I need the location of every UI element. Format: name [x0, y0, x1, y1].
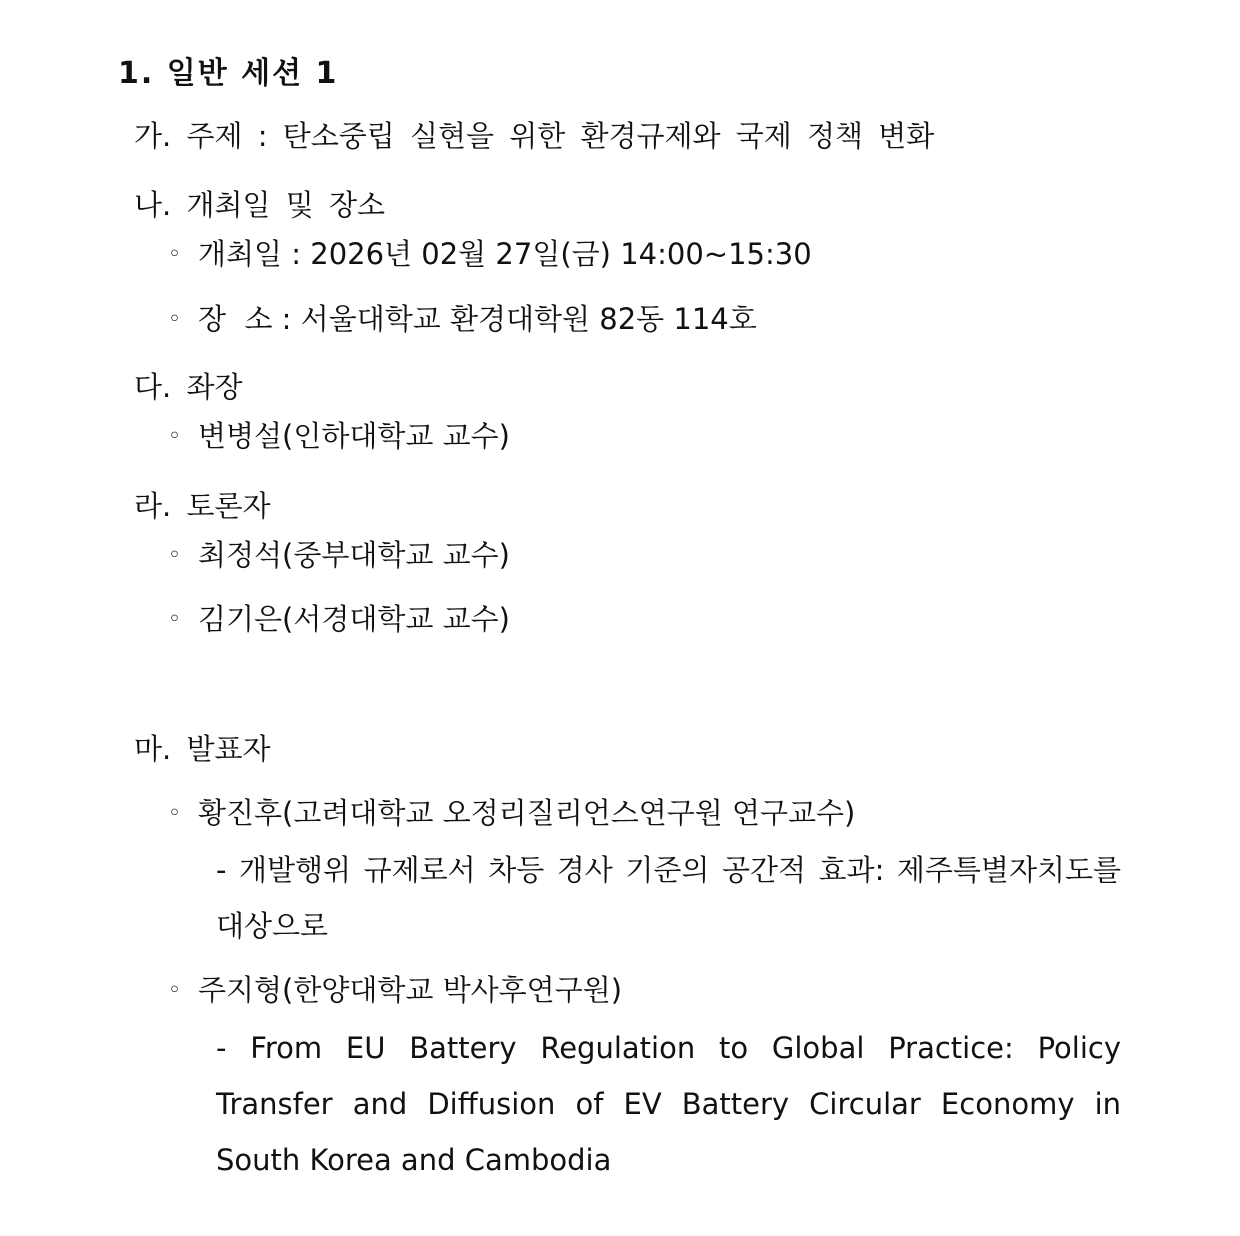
bullet-icon: ◦ — [168, 607, 181, 632]
discussant-row — [168, 537, 510, 574]
presenter-topic: - 개발행위 규제로서 차등 경사 기준의 공간적 효과: 제주특별자치도를 대상으로 — [216, 853, 1121, 943]
schedule-heading: 나. 개최일 및 장소 — [134, 188, 385, 222]
bullet-icon: ◦ — [168, 978, 181, 1003]
presenters-heading: 마. 발표자 — [134, 732, 271, 766]
discussant-name: 김기은(서경대학교 교수) — [198, 602, 510, 636]
discussant-name: 최정석(중부대학교 교수) — [198, 538, 510, 572]
discussants-heading: 라. 토론자 — [134, 489, 271, 523]
schedule-place-row — [168, 301, 757, 338]
bullet-icon: ◦ — [168, 424, 181, 449]
topic-line: 가. 주제 : 탄소중립 실현을 위한 환경규제와 국제 정책 변화 — [134, 119, 935, 153]
presenter-name: 황진후(고려대학교 오정리질리언스연구원 연구교수) — [198, 796, 856, 830]
bullet-icon: ◦ — [168, 543, 181, 568]
session-title: 1. 일반 세션 1 — [118, 56, 339, 91]
discussant-row — [168, 601, 510, 638]
bullet-icon: ◦ — [168, 242, 181, 267]
schedule-date: 개최일 : 2026년 02월 27일(금) 14:00~15:30 — [198, 237, 812, 271]
schedule-date-row — [168, 236, 812, 273]
chair-heading: 다. 좌장 — [134, 370, 243, 404]
bullet-icon: ◦ — [168, 801, 181, 826]
schedule-place: 장 소 : 서울대학교 환경대학원 82동 114호 — [198, 302, 757, 336]
presenter-name: 주지형(한양대학교 박사후연구원) — [198, 973, 623, 1007]
chair-row — [168, 418, 510, 455]
presenter-row — [168, 795, 855, 832]
chair-name: 변병설(인하대학교 교수) — [198, 419, 510, 453]
bullet-icon: ◦ — [168, 307, 181, 332]
presenter-topic: - From EU Battery Regulation to Global Practice: Policy Transfer and Diffusion of EV Battery Circular Economy in South Korea and Cambodia — [216, 1031, 1121, 1177]
presenter-row — [168, 972, 622, 1009]
